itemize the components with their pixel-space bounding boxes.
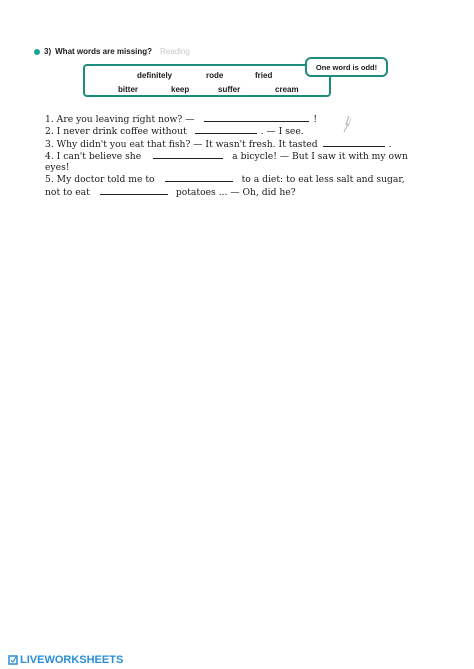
answer-blank[interactable]	[153, 150, 223, 159]
word-cream: cream	[275, 85, 299, 94]
sentence-3	[45, 138, 450, 150]
sentence-text: 4. I can't believe she	[45, 150, 142, 162]
word-suffer: suffer	[218, 85, 241, 94]
faint-text: Reading	[160, 47, 190, 56]
word-definitely: definitely	[137, 71, 173, 80]
sentence-text: . — I see.	[260, 126, 304, 138]
sentence-text: !	[313, 114, 318, 125]
sentence-text: a bicycle! — But I saw it with my own	[232, 150, 408, 162]
sentence-text: eyes!	[45, 162, 70, 174]
exercise-heading	[34, 47, 190, 56]
sentence-text: potatoes ... — Oh, did he?	[175, 186, 296, 198]
sentence-text: 5. My doctor told me to	[45, 174, 155, 186]
answer-blank[interactable]	[195, 125, 257, 134]
sentence-text: to a diet: to eat less salt and sugar,	[241, 174, 405, 186]
answer-blank[interactable]	[204, 113, 309, 122]
sentence-list	[45, 113, 450, 198]
sentence-text: 2. I never drink coffee without	[45, 126, 187, 138]
answer-blank[interactable]	[323, 138, 385, 147]
liveworksheets-logo-icon	[8, 655, 18, 665]
word-fried: fried	[255, 71, 273, 80]
footer-text: LIVEWORKSHEETS	[20, 654, 124, 666]
sentence-text: not to eat	[45, 186, 90, 198]
exercise-title: What words are missing?	[55, 47, 153, 56]
sentence-text: 1. Are you leaving right now? —	[45, 114, 195, 125]
bullet-icon	[34, 49, 40, 55]
sentence-1	[45, 113, 450, 125]
word-keep: keep	[171, 85, 190, 94]
answer-blank[interactable]	[100, 186, 168, 195]
odd-word-tag: One word is odd!	[305, 57, 388, 77]
word-bitter: bitter	[118, 85, 138, 94]
word-bank	[83, 64, 331, 97]
sentence-text: .	[388, 138, 392, 150]
sentence-5	[45, 173, 450, 185]
exercise-number: 3)	[44, 47, 52, 56]
sentence-4-cont	[45, 162, 450, 173]
sentence-2	[45, 125, 450, 137]
sentence-text: 3. Why didn't you eat that fish? — It wasn't fresh. It tasted	[45, 138, 318, 150]
sentence-5-cont	[45, 186, 450, 198]
answer-blank[interactable]	[165, 173, 233, 182]
sentence-4	[45, 150, 450, 162]
word-rode: rode	[206, 71, 224, 80]
footer-brand	[8, 654, 123, 666]
